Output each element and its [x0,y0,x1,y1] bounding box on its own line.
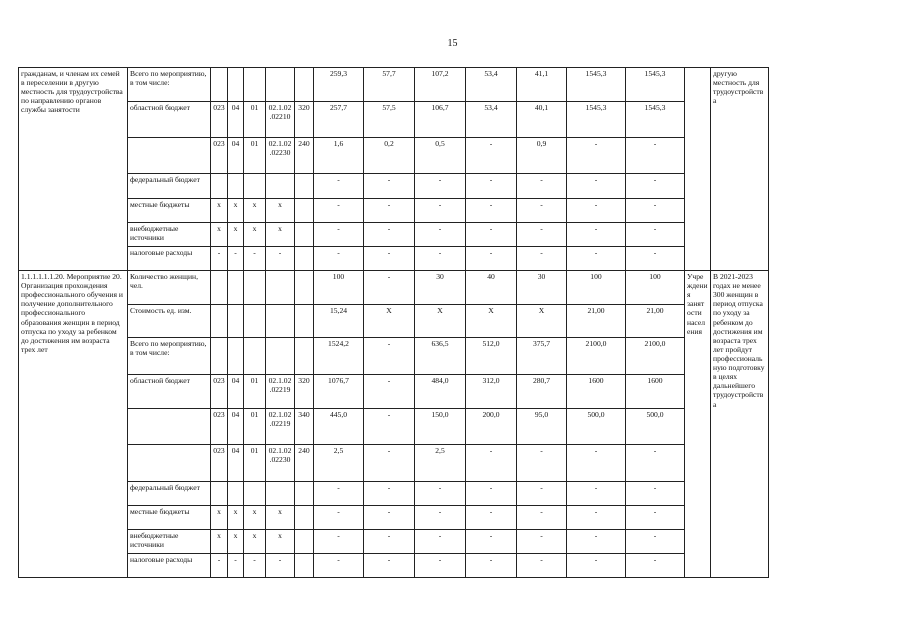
value-cell: - [626,445,685,482]
value-cell: - [567,138,626,174]
value-cell: - [314,554,364,578]
budget-code-cell [211,174,228,199]
value-cell: - [567,445,626,482]
funding-source-cell: федеральный бюджет [128,482,211,506]
budget-code-cell: 320 [295,375,314,409]
value-cell: - [364,506,415,530]
budget-code-cell: х [244,223,266,247]
value-cell: 1545,3 [567,68,626,102]
value-cell: - [314,506,364,530]
funding-source-cell: местные бюджеты [128,506,211,530]
budget-code-cell [295,199,314,223]
budget-code-cell [295,530,314,554]
budget-code-cell: 240 [295,138,314,174]
value-cell: Х [517,305,567,338]
measure-name-cell: гражданам, и членам их семей в переселении в другую местность для трудоустройства по направлению органов службы занятости [19,68,128,271]
value-cell: 15,24 [314,305,364,338]
value-cell: - [364,247,415,271]
value-cell: - [466,223,517,247]
value-cell: 500,0 [567,409,626,445]
value-cell: - [626,174,685,199]
budget-code-cell: 02.1.02.02219 [266,409,295,445]
budget-code-cell: х [266,506,295,530]
budget-code-cell [295,338,314,375]
executor-cell: Учреждения занятости населения [685,271,711,578]
value-cell: 484,0 [415,375,466,409]
budget-code-cell: х [244,530,266,554]
budget-code-cell [295,554,314,578]
value-cell: 445,0 [314,409,364,445]
budget-code-cell [244,305,266,338]
value-cell: - [567,223,626,247]
value-cell: - [415,223,466,247]
budget-code-cell: 023 [211,375,228,409]
value-cell: - [364,530,415,554]
budget-code-cell [228,305,244,338]
funding-source-cell: Стоимость ед. изм. [128,305,211,338]
value-cell: - [517,530,567,554]
budget-code-cell [295,247,314,271]
funding-source-cell: налоговые расходы [128,247,211,271]
funding-source-cell [128,409,211,445]
budget-code-cell [228,68,244,102]
value-cell: - [626,223,685,247]
value-cell: 30 [415,271,466,305]
value-cell: - [626,247,685,271]
value-cell: - [517,199,567,223]
value-cell: - [314,247,364,271]
budget-code-cell: х [228,223,244,247]
budget-code-cell [211,68,228,102]
budget-code-cell [295,482,314,506]
budget-code-cell [228,271,244,305]
budget-code-cell: - [244,554,266,578]
value-cell: 100 [626,271,685,305]
budget-code-cell [266,271,295,305]
budget-code-cell: 023 [211,409,228,445]
funding-source-cell [128,138,211,174]
value-cell: - [314,223,364,247]
budget-code-cell [228,482,244,506]
value-cell: 0,5 [415,138,466,174]
budget-code-cell: 02.1.02.02230 [266,138,295,174]
budget-code-cell [211,305,228,338]
value-cell: 1,6 [314,138,364,174]
value-cell: - [415,530,466,554]
funding-source-cell: федеральный бюджет [128,174,211,199]
value-cell: 2100,0 [567,338,626,375]
budget-code-cell [295,68,314,102]
budget-code-cell: 02.1.02.02210 [266,102,295,138]
value-cell: - [517,482,567,506]
budget-code-cell: х [266,199,295,223]
value-cell: - [415,199,466,223]
funding-source-cell: внебюджетные источники [128,223,211,247]
budget-code-cell: 02.1.02.02230 [266,445,295,482]
value-cell: 1076,7 [314,375,364,409]
budget-code-cell: х [211,223,228,247]
value-cell: 1545,3 [626,68,685,102]
value-cell: - [364,199,415,223]
value-cell: - [466,554,517,578]
value-cell: - [364,482,415,506]
budget-code-cell: 02.1.02.02219 [266,375,295,409]
budget-code-cell: х [228,530,244,554]
budget-code-cell: - [228,247,244,271]
budget-code-cell [266,482,295,506]
value-cell: - [364,338,415,375]
value-cell: - [626,506,685,530]
value-cell: 500,0 [626,409,685,445]
value-cell: - [314,530,364,554]
funding-source-cell: внебюджетные источники [128,530,211,554]
value-cell: Х [466,305,517,338]
value-cell: - [314,482,364,506]
value-cell: 53,4 [466,68,517,102]
value-cell: 2,5 [415,445,466,482]
value-cell: - [364,375,415,409]
budget-code-cell: - [211,247,228,271]
value-cell: - [567,174,626,199]
value-cell: 0,2 [364,138,415,174]
budget-code-cell: - [244,247,266,271]
value-cell: - [466,482,517,506]
value-cell: - [567,247,626,271]
value-cell: - [466,138,517,174]
result-cell: другую местность для трудоустройства [711,68,769,271]
budget-code-cell [244,482,266,506]
budget-code-cell [266,174,295,199]
value-cell: Х [415,305,466,338]
value-cell: - [567,554,626,578]
value-cell: - [314,174,364,199]
value-cell: - [626,138,685,174]
budget-code-cell [244,174,266,199]
funding-source-cell: налоговые расходы [128,554,211,578]
executor-cell [685,68,711,271]
value-cell: - [364,409,415,445]
value-cell: 40 [466,271,517,305]
budget-code-cell: 01 [244,445,266,482]
budget-code-cell: 01 [244,138,266,174]
value-cell: 0,9 [517,138,567,174]
budget-code-cell: х [211,506,228,530]
value-cell: - [364,554,415,578]
budget-code-cell: х [244,506,266,530]
budget-code-cell [211,338,228,375]
budget-code-cell [244,271,266,305]
budget-code-cell: х [266,530,295,554]
budget-code-cell [228,174,244,199]
budget-code-cell: - [228,554,244,578]
funding-source-cell: Количество женщин, чел. [128,271,211,305]
value-cell: - [517,223,567,247]
budget-code-cell: 240 [295,445,314,482]
budget-code-cell: 01 [244,409,266,445]
budget-code-cell: х [266,223,295,247]
value-cell: 312,0 [466,375,517,409]
value-cell: - [517,247,567,271]
budget-code-cell [211,271,228,305]
value-cell: 1545,3 [626,102,685,138]
budget-code-cell: х [211,199,228,223]
budget-code-cell [295,174,314,199]
budget-code-cell [244,338,266,375]
value-cell: 257,7 [314,102,364,138]
value-cell: - [364,174,415,199]
funding-source-cell: областной бюджет [128,102,211,138]
value-cell: 21,00 [626,305,685,338]
value-cell: 40,1 [517,102,567,138]
value-cell: 1600 [626,375,685,409]
value-cell: 21,00 [567,305,626,338]
budget-code-cell [295,506,314,530]
value-cell: - [415,554,466,578]
value-cell: - [517,506,567,530]
value-cell: 100 [314,271,364,305]
value-cell: 100 [567,271,626,305]
budget-code-cell: 01 [244,102,266,138]
value-cell: 150,0 [415,409,466,445]
value-cell: 636,5 [415,338,466,375]
value-cell: 2,5 [314,445,364,482]
budget-code-cell [266,68,295,102]
value-cell: 2100,0 [626,338,685,375]
value-cell: 95,0 [517,409,567,445]
value-cell: 107,2 [415,68,466,102]
value-cell: - [415,506,466,530]
value-cell: Х [364,305,415,338]
value-cell: 57,7 [364,68,415,102]
value-cell: 30 [517,271,567,305]
value-cell: 259,3 [314,68,364,102]
value-cell: - [567,506,626,530]
budget-code-cell: 023 [211,445,228,482]
budget-code-cell: х [244,199,266,223]
value-cell: - [314,199,364,223]
budget-table [18,67,895,578]
budget-code-cell [211,482,228,506]
table-row [19,271,895,305]
value-cell: - [517,174,567,199]
budget-code-cell [295,305,314,338]
budget-code-cell: 023 [211,138,228,174]
value-cell: - [626,530,685,554]
value-cell: 280,7 [517,375,567,409]
value-cell: 106,7 [415,102,466,138]
funding-source-cell [128,445,211,482]
budget-code-cell [266,305,295,338]
budget-code-cell: х [228,506,244,530]
value-cell: 1524,2 [314,338,364,375]
value-cell: - [626,482,685,506]
budget-code-cell: 340 [295,409,314,445]
budget-code-cell [295,271,314,305]
funding-source-cell: Всего по мероприятию, в том числе: [128,68,211,102]
budget-code-cell [266,338,295,375]
value-cell: - [364,271,415,305]
budget-code-cell: - [211,554,228,578]
budget-code-cell: 023 [211,102,228,138]
value-cell: - [364,445,415,482]
value-cell: - [415,247,466,271]
funding-source-cell: областной бюджет [128,375,211,409]
value-cell: 375,7 [517,338,567,375]
budget-code-cell: 320 [295,102,314,138]
value-cell: - [466,247,517,271]
value-cell: - [466,174,517,199]
budget-code-cell: х [211,530,228,554]
result-cell: В 2021-2023 годах не менее 300 женщин в период отпуска по уходу за ребенком до достижения им возраста трех лет пройдут профессиональную подготовку в целях дальнейшего трудоустройства [711,271,769,578]
budget-code-cell: 04 [228,102,244,138]
budget-code-cell [244,68,266,102]
table-body [19,68,895,578]
value-cell: - [415,482,466,506]
budget-code-cell: 04 [228,375,244,409]
value-cell: - [364,223,415,247]
value-cell: 200,0 [466,409,517,445]
budget-code-cell [295,223,314,247]
value-cell: 57,5 [364,102,415,138]
budget-code-cell [228,338,244,375]
funding-source-cell: Всего по мероприятию, в том числе: [128,338,211,375]
budget-code-cell: 04 [228,138,244,174]
value-cell: - [517,554,567,578]
budget-code-cell: х [228,199,244,223]
value-cell: - [567,530,626,554]
table-row [19,68,895,102]
budget-code-cell: - [266,554,295,578]
value-cell: - [466,199,517,223]
value-cell: - [466,506,517,530]
value-cell: 53,4 [466,102,517,138]
value-cell: 41,1 [517,68,567,102]
budget-code-cell: 04 [228,445,244,482]
value-cell: 1545,3 [567,102,626,138]
page-number: 15 [447,38,458,49]
budget-code-cell: 01 [244,375,266,409]
value-cell: - [466,530,517,554]
budget-code-cell: 04 [228,409,244,445]
value-cell: - [466,445,517,482]
value-cell: - [415,174,466,199]
value-cell: 512,0 [466,338,517,375]
budget-code-cell: - [266,247,295,271]
value-cell: 1600 [567,375,626,409]
value-cell: - [567,199,626,223]
value-cell: - [567,482,626,506]
value-cell: - [626,199,685,223]
funding-source-cell: местные бюджеты [128,199,211,223]
measure-name-cell: 1.1.1.1.1.1.20. Мероприятие 20. Организация прохождения профессионального обучения и получение дополнительного профессионального образования женщин в период отпуска по уходу за ребенком до достижения им возраста трех лет [19,271,128,578]
value-cell: - [517,445,567,482]
value-cell: - [626,554,685,578]
